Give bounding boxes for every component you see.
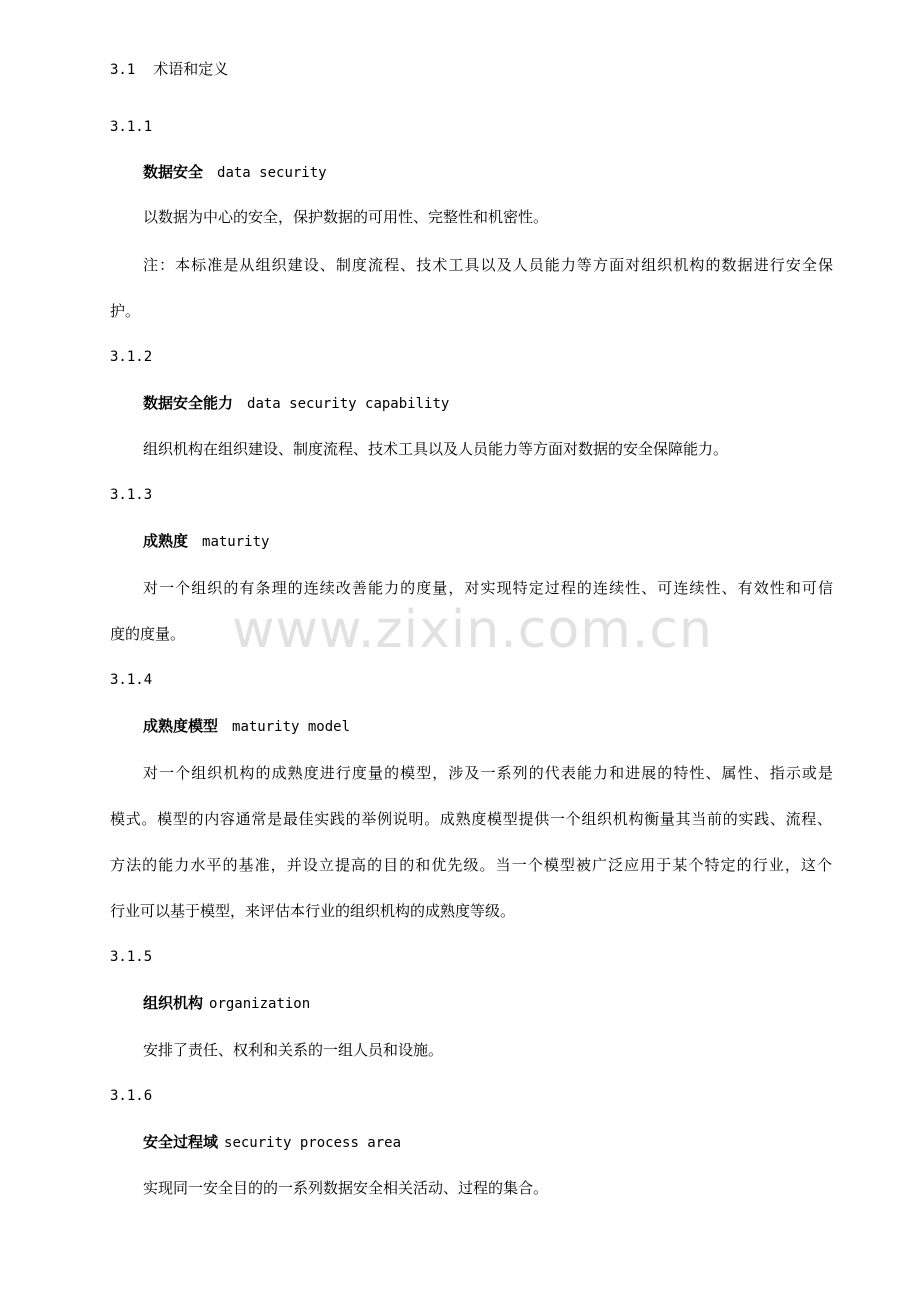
term-number: 3.1.6	[110, 1088, 153, 1104]
section-title: 术语和定义	[153, 60, 229, 78]
term-definition-continued: 度的度量。	[110, 625, 186, 643]
term-heading	[143, 393, 449, 414]
term-number: 3.1.2	[110, 349, 153, 365]
term-cn: 数据安全能力	[143, 394, 234, 412]
watermark: www.zixin.com.cn	[232, 600, 713, 660]
term-cn: 组织机构	[143, 994, 204, 1012]
term-heading	[143, 531, 269, 552]
term-heading	[143, 716, 350, 737]
section-heading	[110, 59, 228, 80]
term-definition: 对一个组织机构的成熟度进行度量的模型，涉及一系列的代表能力和进展的特性、属性、指示或是	[143, 764, 833, 782]
term-en: maturity	[202, 534, 270, 550]
term-en: security process area	[224, 1135, 402, 1151]
term-definition: 以数据为中心的安全，保护数据的可用性、完整性和机密性。	[143, 208, 549, 226]
term-definition: 组织机构在组织建设、制度流程、技术工具以及人员能力等方面对数据的安全保障能力。	[143, 440, 729, 458]
term-heading	[143, 162, 327, 183]
term-number: 3.1.3	[110, 487, 153, 503]
term-note-continued: 护。	[110, 302, 141, 320]
term-definition-continued: 方法的能力水平的基准，并设立提高的目的和优先级。当一个模型被广泛应用于某个特定的行业，这个	[110, 856, 832, 874]
term-cn: 成熟度模型	[143, 717, 219, 735]
term-cn: 数据安全	[143, 163, 204, 181]
term-en: maturity model	[232, 719, 351, 735]
term-cn: 成熟度	[143, 532, 189, 550]
term-en: organization	[209, 996, 311, 1012]
term-definition: 对一个组织的有条理的连续改善能力的度量，对实现特定过程的连续性、可连续性、有效性和可信	[143, 579, 833, 597]
term-en: data security	[217, 165, 327, 181]
term-definition: 安排了责任、权利和关系的一组人员和设施。	[143, 1041, 444, 1059]
term-definition-continued: 模式。模型的内容通常是最佳实践的举例说明。成熟度模型提供一个组织机构衡量其当前的实践、流程、	[110, 810, 832, 828]
term-definition-continued: 行业可以基于模型，来评估本行业的组织机构的成熟度等级。	[110, 902, 516, 920]
term-number: 3.1.1	[110, 119, 153, 135]
term-definition: 实现同一安全目的的一系列数据安全相关活动、过程的集合。	[143, 1179, 549, 1197]
term-heading	[143, 993, 310, 1014]
term-en: data security capability	[247, 396, 450, 412]
term-number: 3.1.5	[110, 949, 153, 965]
term-note: 注：本标准是从组织建设、制度流程、技术工具以及人员能力等方面对组织机构的数据进行安全保	[143, 256, 833, 274]
term-heading	[143, 1132, 401, 1153]
section-number: 3.1	[110, 62, 136, 78]
term-number: 3.1.4	[110, 672, 153, 688]
term-cn: 安全过程域	[143, 1133, 219, 1151]
